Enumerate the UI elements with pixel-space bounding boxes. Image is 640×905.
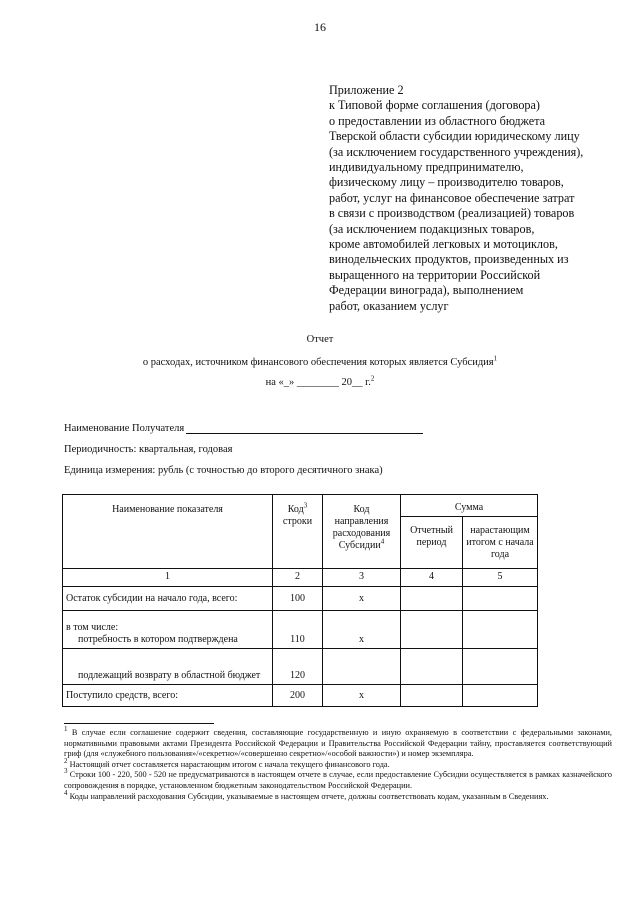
column-number: 1 bbox=[63, 569, 273, 587]
column-number: 4 bbox=[401, 569, 463, 587]
page-number: 16 bbox=[314, 20, 326, 34]
table-row bbox=[63, 649, 538, 685]
row-label: Поступило средств, всего: bbox=[63, 685, 273, 707]
report-date bbox=[0, 374, 640, 388]
row-reporting-value[interactable] bbox=[401, 685, 463, 707]
row-cumulative-value[interactable] bbox=[463, 649, 538, 685]
row-label: подлежащий возврату в областной бюджет bbox=[63, 649, 273, 685]
footnote-text: Настоящий отчет составляется нарастающим итогом с начала текущего финансового года. bbox=[69, 759, 390, 769]
appendix-line: кроме автомобилей легковых и мотоциклов, bbox=[329, 237, 558, 252]
header-direction-code bbox=[323, 495, 401, 569]
footnote-mark: 3 bbox=[64, 767, 68, 776]
footnotes bbox=[64, 725, 612, 802]
row-reporting-value[interactable] bbox=[401, 649, 463, 685]
table-row bbox=[63, 587, 538, 611]
footnote bbox=[64, 725, 612, 760]
header-line-code-text-2: строки bbox=[282, 516, 313, 527]
appendix-line: о предоставлении из областного бюджета bbox=[329, 113, 546, 128]
footnote-mark: 4 bbox=[64, 788, 68, 797]
header-line-code bbox=[273, 495, 323, 569]
column-number: 3 bbox=[323, 569, 401, 587]
row-direction: x bbox=[323, 587, 401, 611]
column-number: 2 bbox=[273, 569, 323, 587]
column-number: 5 bbox=[463, 569, 538, 587]
row-direction bbox=[323, 649, 401, 685]
header-cumulative: нарастающим итогом с начала года bbox=[463, 517, 538, 569]
table-row bbox=[63, 611, 538, 649]
row-label bbox=[63, 611, 273, 649]
row-direction: x bbox=[323, 685, 401, 707]
footnote-ref: 2 bbox=[370, 374, 375, 383]
footnote-text: Коды направлений расходования Субсидии, указываемые в настоящем отчете, должны соответствовать кодам, указанным в Сведениях. bbox=[69, 791, 549, 801]
recipient-input-line[interactable] bbox=[186, 423, 423, 434]
appendix-line: физическому лицу – производителю товаров, bbox=[329, 175, 564, 190]
appendix-line: к Типовой форме соглашения (договора) bbox=[329, 98, 540, 113]
row-label-prefix: в том числе: bbox=[66, 622, 119, 633]
periodicity: Периодичность: квартальная, годовая bbox=[64, 444, 233, 455]
footnote-separator bbox=[64, 723, 214, 724]
header-reporting-period: Отчетный период bbox=[401, 517, 463, 569]
report-subtitle bbox=[0, 354, 640, 368]
row-label: Остаток субсидии на начало года, всего: bbox=[63, 587, 273, 611]
appendix-line: в связи с производством (реализацией) товаров bbox=[329, 206, 575, 221]
table-row bbox=[63, 685, 538, 707]
report-date-text: на «_» ________ 20__ г. bbox=[265, 377, 371, 388]
recipient-field bbox=[64, 423, 423, 434]
row-reporting-value[interactable] bbox=[401, 587, 463, 611]
footnote bbox=[64, 788, 612, 803]
appendix-line: работ, услуг на финансовое обеспечение затрат bbox=[329, 190, 575, 205]
row-code: 200 bbox=[273, 685, 323, 707]
footnote-ref: 1 bbox=[493, 354, 498, 363]
appendix-line: (за исключением государственного учреждения), bbox=[329, 144, 584, 159]
footnote-mark: 1 bbox=[64, 725, 68, 734]
header-direction-code-text: Код направления расходования Субсидии bbox=[332, 504, 391, 551]
footnote-text: Строки 100 - 220, 500 - 520 не предусматриваются в настоящем отчете в случае, если предоставление Субсидии осуществляется в рамках казначейского сопровождения в порядке, установленном бюджетным законодательством Российской Федерации. bbox=[64, 770, 612, 790]
footnote bbox=[64, 757, 612, 771]
row-cumulative-value[interactable] bbox=[463, 611, 538, 649]
footnote-ref: 4 bbox=[380, 537, 385, 546]
row-cumulative-value[interactable] bbox=[463, 685, 538, 707]
appendix-line: Тверской области субсидии юридическому лицу bbox=[329, 129, 580, 144]
appendix-line: винодельческих продуктов, произведенных из bbox=[329, 252, 569, 267]
report-table bbox=[62, 494, 538, 707]
recipient-label: Наименование Получателя bbox=[64, 423, 185, 434]
appendix-line: Приложение 2 bbox=[329, 83, 404, 97]
footnote bbox=[64, 767, 612, 791]
appendix-line: работ, оказанием услуг bbox=[329, 298, 449, 313]
footnote-ref: 3 bbox=[303, 501, 308, 510]
row-label-text: потребность в котором подтверждена bbox=[78, 634, 238, 645]
appendix-line: Федерации винограда), выполнением bbox=[329, 283, 524, 298]
row-cumulative-value[interactable] bbox=[463, 587, 538, 611]
header-amount: Сумма bbox=[401, 495, 538, 517]
unit-of-measure: Единица измерения: рубль (с точностью до второго десятичного знака) bbox=[64, 465, 383, 476]
footnote-mark: 2 bbox=[64, 757, 68, 766]
header-indicator: Наименование показателя bbox=[63, 495, 273, 569]
appendix-line: индивидуальному предпринимателю, bbox=[329, 160, 524, 175]
appendix-line: выращенного на территории Российской bbox=[329, 267, 541, 282]
appendix-header bbox=[329, 83, 629, 314]
footnote-text: В случае если соглашение содержит сведения, составляющие государственную и иную охраняемую в соответствии с федеральными законами, нормативными правовыми актами Президента Российской Федерации и Правительства Российской Федерации тайну, проставляется соответствующий гриф (для «служебного пользования»/«секретно»/«совершенно секретно»/«особой важности») и номер экземпляра. bbox=[64, 728, 612, 759]
row-code: 110 bbox=[273, 611, 323, 649]
report-subtitle-text: о расходах, источником финансового обеспечения которых является Субсидия bbox=[142, 357, 494, 368]
row-direction: x bbox=[323, 611, 401, 649]
row-reporting-value[interactable] bbox=[401, 611, 463, 649]
report-title: Отчет bbox=[306, 334, 334, 345]
row-code: 100 bbox=[273, 587, 323, 611]
appendix-line: (за исключением подакцизных товаров, bbox=[329, 221, 535, 236]
header-line-code-text: Код bbox=[287, 504, 304, 515]
row-code: 120 bbox=[273, 649, 323, 685]
